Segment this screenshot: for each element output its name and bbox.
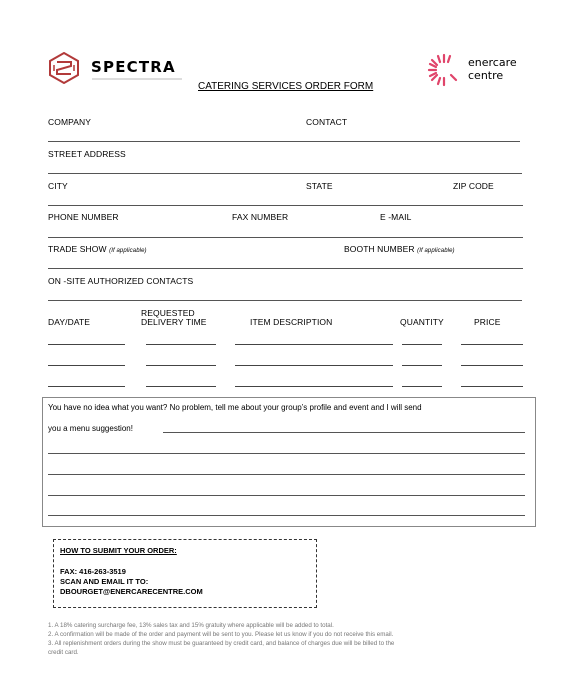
delivery-time-cell[interactable]: [146, 344, 216, 345]
onsite-contacts-line: [48, 300, 522, 301]
email-field[interactable]: [380, 223, 522, 235]
trade-show-label-text: TRADE SHOW: [48, 244, 107, 254]
menu-suggestion-line2: you a menu suggestion!: [48, 424, 133, 433]
header-day-date: DAY/DATE: [48, 317, 91, 327]
booth-number-note: (If applicable): [417, 248, 455, 254]
trade-show-booth-line: [48, 268, 523, 269]
day-date-cell[interactable]: [48, 344, 125, 345]
enercare-logo: [426, 50, 536, 90]
menu-line-e: [48, 515, 525, 516]
zip-code-field[interactable]: [453, 192, 523, 204]
header-quantity: QUANTITY: [400, 317, 444, 327]
zip-code-label: ZIP CODE: [453, 181, 494, 191]
header-requested-line2: DELIVERY TIME: [141, 317, 207, 327]
menu-line-a: [163, 432, 525, 433]
menu-line-d: [48, 495, 525, 496]
day-date-cell[interactable]: [48, 386, 125, 387]
item-description-cell[interactable]: [235, 365, 393, 366]
submit-fax: FAX: 416-263-3519: [60, 567, 126, 576]
quantity-cell[interactable]: [402, 386, 442, 387]
booth-number-field[interactable]: [344, 255, 522, 267]
street-address-field[interactable]: [48, 160, 522, 172]
header-price: PRICE: [474, 317, 501, 327]
footnote-4: credit card.: [48, 649, 79, 656]
trade-show-label: [48, 244, 147, 254]
spectra-logo-icon: [48, 52, 80, 84]
enercare-line2: centre: [468, 69, 504, 82]
header-item-description: ITEM DESCRIPTION: [250, 317, 333, 327]
city-field[interactable]: [48, 192, 298, 204]
menu-suggestion-box: [42, 397, 536, 527]
menu-suggestion-line1: You have no idea what you want? No problem, tell me about your group’s profile and event and I will send: [48, 403, 422, 412]
price-cell[interactable]: [461, 386, 523, 387]
onsite-contacts-label: ON -SITE AUTHORIZED CONTACTS: [48, 276, 194, 286]
booth-number-label: [344, 244, 455, 254]
delivery-time-cell[interactable]: [146, 386, 216, 387]
fax-number-field[interactable]: [232, 223, 372, 235]
email-label: E -MAIL: [380, 212, 412, 222]
menu-line-c: [48, 474, 525, 475]
company-label: COMPANY: [48, 117, 92, 127]
item-description-cell[interactable]: [235, 344, 393, 345]
company-contact-line: [48, 141, 520, 142]
header-requested-delivery-time: [141, 309, 207, 327]
day-date-cell[interactable]: [48, 365, 125, 366]
submit-email[interactable]: DBOURGET@ENERCARECENTRE.COM: [60, 587, 203, 596]
footnote-1: 1. A 18% catering surcharge fee, 13% sales tax and 15% gratuity where applicable will be added to total.: [48, 622, 334, 629]
submit-scan: SCAN AND EMAIL IT TO:: [60, 577, 149, 586]
spectra-tagline-bar: [92, 78, 182, 80]
delivery-time-cell[interactable]: [146, 365, 216, 366]
trade-show-note: (If applicable): [109, 248, 147, 254]
enercare-burst-icon: [426, 52, 462, 88]
footnotes: [48, 621, 528, 657]
contact-field[interactable]: [306, 128, 520, 140]
phone-number-field[interactable]: [48, 223, 226, 235]
phone-number-label: PHONE NUMBER: [48, 212, 119, 222]
trade-show-field[interactable]: [48, 255, 338, 267]
menu-line-b: [48, 453, 525, 454]
company-field[interactable]: [48, 128, 298, 140]
how-to-submit-box: [53, 539, 317, 608]
how-to-submit-title: HOW TO SUBMIT YOUR ORDER:: [60, 546, 177, 555]
enercare-line1: enercare: [468, 56, 517, 69]
city-label: CITY: [48, 181, 68, 191]
phone-fax-email-line: [48, 237, 523, 238]
street-address-label: STREET ADDRESS: [48, 149, 126, 159]
footnote-3: 3. All replenishment orders during the show must be guaranteed by credit card, and balance of charges due will be billed to the: [48, 640, 395, 647]
state-field[interactable]: [306, 192, 446, 204]
spectra-logo-text: SPECTRA: [91, 58, 176, 76]
footnote-2: 2. A confirmation will be made of the order and payment will be sent to you. Please let us know if you do not receive this email.: [48, 631, 394, 638]
booth-number-label-text: BOOTH NUMBER: [344, 244, 415, 254]
city-state-zip-line: [48, 205, 523, 206]
quantity-cell[interactable]: [402, 365, 442, 366]
price-cell[interactable]: [461, 344, 523, 345]
onsite-contacts-field[interactable]: [48, 287, 522, 299]
menu-suggestion-field[interactable]: [48, 420, 528, 520]
contact-label: CONTACT: [306, 117, 348, 127]
quantity-cell[interactable]: [402, 344, 442, 345]
spectra-logo: [48, 52, 188, 82]
fax-number-label: FAX NUMBER: [232, 212, 289, 222]
street-address-line: [48, 173, 522, 174]
price-cell[interactable]: [461, 365, 523, 366]
item-description-cell[interactable]: [235, 386, 393, 387]
header-requested-line1: REQUESTED: [141, 308, 195, 318]
state-label: STATE: [306, 181, 333, 191]
form-title: CATERING SERVICES ORDER FORM: [198, 81, 374, 92]
